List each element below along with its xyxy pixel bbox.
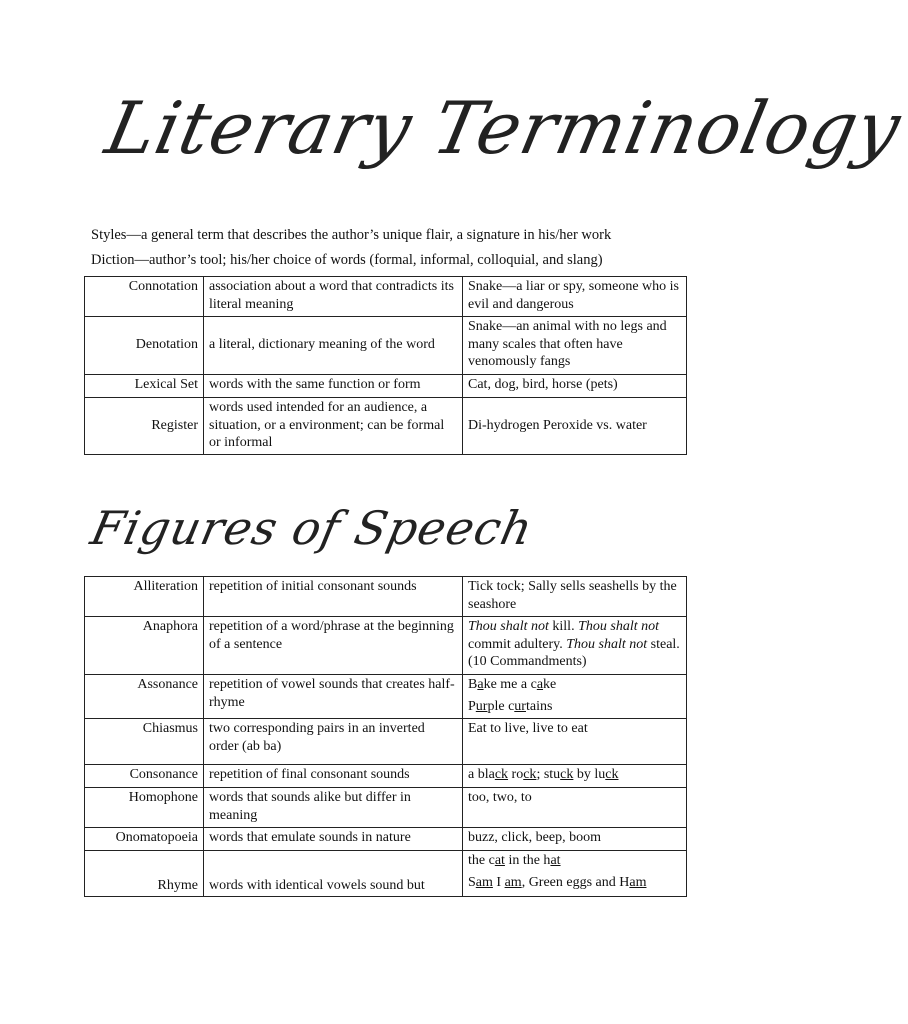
definition-cell: two corresponding pairs in an inverted order (ab ba): [204, 719, 463, 765]
definition-cell: repetition of initial consonant sounds: [204, 577, 463, 617]
definition-cell: repetition of a word/phrase at the beginning of a sentence: [204, 617, 463, 675]
example-fragment: ck: [523, 767, 537, 782]
example-fragment: , Green eggs and H: [521, 874, 630, 890]
example-cell: Tick tock; Sally sells seashells by the seashore: [463, 577, 687, 617]
example-fragment: the c: [468, 853, 495, 868]
example-fragment: tains: [525, 698, 553, 714]
table-row: [85, 577, 687, 617]
table-row: [85, 398, 687, 455]
example-cell: Eat to live, live to eat: [463, 719, 687, 765]
example-fragment: ke me a c: [483, 677, 537, 692]
table-row: [85, 765, 687, 788]
term-cell: Lexical Set: [85, 375, 204, 398]
example-cell: Snake—an animal with no legs and many scales that often have venomously fangs: [463, 317, 687, 375]
example-cell: Snake—a liar or spy, someone who is evil and dangerous: [463, 277, 687, 317]
example-fragment: ke: [543, 677, 557, 692]
definition-cell: association about a word that contradicts its literal meaning: [204, 277, 463, 317]
example-fragment: by lu: [573, 767, 606, 782]
terminology-table: [84, 276, 687, 455]
example-line: [468, 852, 681, 870]
table-row: [85, 317, 687, 375]
example-cell: Cat, dog, bird, horse (pets): [463, 375, 687, 398]
term-cell: Alliteration: [85, 577, 204, 617]
diction-definition: Diction—author’s tool; his/her choice of words (formal, informal, colloquial, and slang): [91, 252, 603, 268]
example-fragment: a: [477, 677, 484, 692]
table-row: [85, 375, 687, 398]
definition-cell: words that emulate sounds in nature: [204, 828, 463, 851]
example-cell: too, two, to: [463, 788, 687, 828]
definition-cell: a literal, dictionary meaning of the word: [204, 317, 463, 375]
definition-cell: words with identical vowels sound but: [204, 851, 463, 897]
example-cell: [463, 617, 687, 675]
definition-cell: words used intended for an audience, a situation, or a environment; can be formal or informal: [204, 398, 463, 455]
example-line: [468, 874, 681, 892]
table-row: [85, 277, 687, 317]
table-row: [85, 851, 687, 897]
example-fragment: ; stu: [536, 767, 561, 782]
term-cell: Consonance: [85, 765, 204, 788]
example-line: [468, 698, 681, 716]
definition-cell: repetition of final consonant sounds: [204, 765, 463, 788]
definition-cell: words that sounds alike but differ in meaning: [204, 788, 463, 828]
example-fragment: am: [629, 874, 647, 890]
term-cell: Assonance: [85, 675, 204, 719]
table-row: [85, 828, 687, 851]
term-cell: Rhyme: [85, 851, 204, 897]
example-fragment: ck: [605, 767, 619, 782]
example-cell: [463, 851, 687, 897]
definition-cell: words with the same function or form: [204, 375, 463, 398]
example-cell: [463, 675, 687, 719]
term-cell: Connotation: [85, 277, 204, 317]
example-fragment: ur: [475, 698, 488, 714]
example-fragment: ple c: [487, 698, 515, 714]
example-fragment: Thou shalt not: [578, 619, 659, 634]
example-fragment: ck: [494, 767, 509, 782]
example-fragment: Thou shalt not: [566, 636, 648, 652]
term-cell: Anaphora: [85, 617, 204, 675]
example-fragment: ck: [560, 767, 574, 782]
example-fragment: ro: [508, 767, 524, 782]
example-fragment: am: [475, 874, 493, 890]
example-fragment: I: [492, 874, 505, 890]
example-fragment: Thou shalt not: [468, 619, 549, 634]
term-cell: Chiasmus: [85, 719, 204, 765]
example-fragment: at: [494, 853, 505, 868]
example-cell: [463, 765, 687, 788]
example-fragment: ur: [514, 698, 526, 714]
example-fragment: commit adultery.: [468, 636, 567, 652]
example-fragment: steal. (10 Commandments): [468, 636, 680, 669]
example-fragment: am: [504, 874, 522, 890]
example-fragment: S: [468, 874, 476, 890]
example-fragment: B: [468, 677, 478, 692]
definition-cell: repetition of vowel sounds that creates half-rhyme: [204, 675, 463, 719]
table-row: [85, 788, 687, 828]
table-row: [85, 719, 687, 765]
term-cell: Register: [85, 398, 204, 455]
table-row: [85, 675, 687, 719]
example-cell: Di-hydrogen Peroxide vs. water: [463, 398, 687, 455]
example-line: [468, 676, 681, 694]
figures-of-speech-table: [84, 576, 687, 897]
styles-definition: Styles—a general term that describes the author’s unique flair, a signature in his/her work: [91, 227, 612, 243]
example-cell: buzz, click, beep, boom: [463, 828, 687, 851]
example-fragment: a: [536, 677, 544, 692]
term-cell: Onomatopoeia: [85, 828, 204, 851]
term-cell: Denotation: [85, 317, 204, 375]
table-row: [85, 617, 687, 675]
example-fragment: kill.: [548, 619, 579, 634]
example-fragment: a bla: [468, 767, 495, 782]
example-fragment: at: [550, 853, 561, 868]
term-cell: Homophone: [85, 788, 204, 828]
section-title: Figures of Speech: [86, 501, 539, 555]
example-fragment: in the h: [504, 853, 551, 868]
example-fragment: P: [468, 698, 476, 714]
page-title: Literary Terminology: [99, 86, 908, 170]
